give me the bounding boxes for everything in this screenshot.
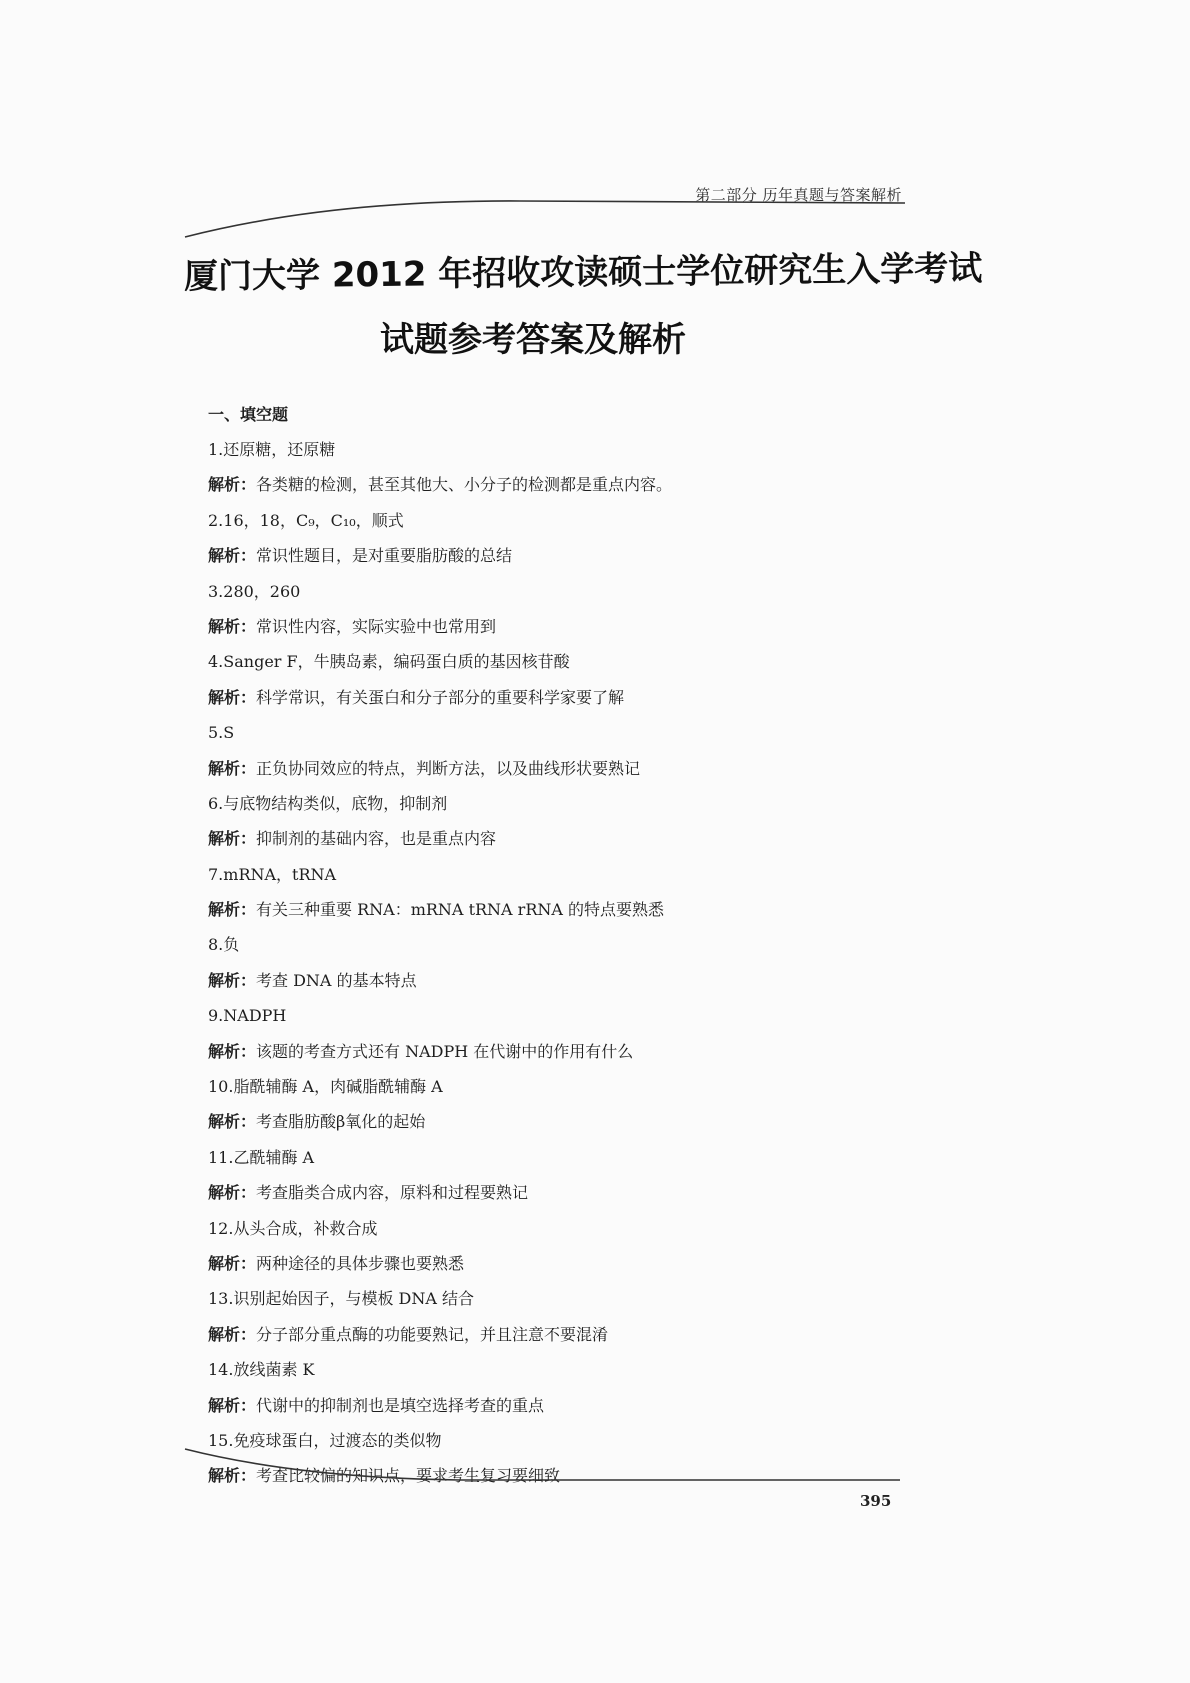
analysis-text: 该题的考查方式还有 NADPH 在代谢中的作用有什么 <box>256 1041 634 1061</box>
analysis-line <box>208 609 888 644</box>
analysis-label: 解析： <box>208 970 257 990</box>
items-container <box>208 432 888 1494</box>
title-line-2: 试题参考答案及解析 <box>380 320 686 360</box>
analysis-line <box>208 1317 888 1352</box>
analysis-line <box>208 1458 888 1493</box>
analysis-text: 考查脂类合成内容，原料和过程要熟记 <box>256 1183 529 1203</box>
running-head: 第二部分 历年真题与答案解析 <box>695 186 902 204</box>
analysis-text: 抑制剂的基础内容，也是重点内容 <box>256 829 497 849</box>
title-line-1: 厦门大学 2012 年招收攻读硕士学位研究生入学考试 <box>183 248 983 297</box>
answer-line: 12.从头合成，补救合成 <box>208 1218 378 1238</box>
answer-list <box>208 398 888 1494</box>
analysis-line <box>208 751 888 786</box>
analysis-text: 两种途径的具体步骤也要熟悉 <box>256 1253 465 1273</box>
analysis-text: 代谢中的抑制剂也是填空选择考查的重点 <box>256 1395 545 1415</box>
answer-line: 7.mRNA，tRNA <box>208 864 337 884</box>
analysis-label: 解析： <box>208 1466 257 1486</box>
document-title <box>183 248 983 362</box>
answer-line: 5.S <box>208 723 235 743</box>
analysis-label: 解析： <box>208 829 257 849</box>
analysis-label: 解析： <box>208 1324 257 1344</box>
analysis-line <box>208 892 888 927</box>
analysis-line <box>208 1388 888 1423</box>
analysis-line <box>208 680 888 715</box>
analysis-text: 考查脂肪酸β氧化的起始 <box>256 1112 426 1132</box>
answer-line: 2.16，18，C₉，C₁₀，顺式 <box>208 510 404 530</box>
analysis-label: 解析： <box>208 475 257 495</box>
answer-line: 9.NADPH <box>208 1006 287 1026</box>
answer-line: 11.乙酰辅酶 A <box>208 1147 315 1167</box>
analysis-text: 常识性内容，实际实验中也常用到 <box>256 616 497 636</box>
answer-line: 1.还原糖，还原糖 <box>208 440 336 459</box>
answer-line: 8.负 <box>208 935 240 955</box>
analysis-text: 考查 DNA 的基本特点 <box>256 970 417 990</box>
analysis-label: 解析： <box>208 616 257 636</box>
page-number: 395 <box>860 1492 892 1510</box>
analysis-text: 有关三种重要 RNA：mRNA tRNA rRNA 的特点要熟悉 <box>256 900 665 920</box>
analysis-line <box>208 1034 888 1069</box>
answer-line: 10.脂酰辅酶 A，肉碱脂酰辅酶 A <box>208 1077 443 1097</box>
answer-line: 3.280，260 <box>208 581 301 601</box>
answer-line: 15.免疫球蛋白，过渡态的类似物 <box>208 1430 442 1450</box>
answer-line: 13.识别起始因子，与模板 DNA 结合 <box>208 1289 475 1309</box>
answer-line: 6.与底物结构类似，底物，抑制剂 <box>208 793 448 813</box>
answer-line: 4.Sanger F，牛胰岛素，编码蛋白质的基因核苷酸 <box>208 652 570 672</box>
analysis-line <box>208 821 888 856</box>
answer-line: 14.放线菌素 K <box>208 1360 315 1380</box>
analysis-line <box>208 1104 888 1139</box>
analysis-label: 解析： <box>208 1395 257 1415</box>
analysis-text: 分子部分重点酶的功能要熟记，并且注意不要混淆 <box>256 1324 609 1344</box>
analysis-line <box>208 538 888 573</box>
analysis-text: 各类糖的检测，甚至其他大、小分子的检测都是重点内容。 <box>256 475 673 495</box>
analysis-line <box>208 467 888 502</box>
analysis-label: 解析： <box>208 1041 257 1061</box>
analysis-label: 解析： <box>208 1253 257 1273</box>
analysis-label: 解析： <box>208 758 257 778</box>
analysis-label: 解析： <box>208 687 257 707</box>
analysis-text: 正负协同效应的特点，判断方法，以及曲线形状要熟记 <box>256 758 641 778</box>
analysis-label: 解析： <box>208 900 257 920</box>
analysis-text: 科学常识，有关蛋白和分子部分的重要科学家要了解 <box>256 687 625 707</box>
analysis-line <box>208 1246 888 1281</box>
analysis-label: 解析： <box>208 1183 257 1203</box>
analysis-text: 常识性题目，是对重要脂肪酸的总结 <box>256 546 513 566</box>
analysis-line <box>208 1175 888 1210</box>
analysis-line <box>208 963 888 998</box>
analysis-label: 解析： <box>208 1112 257 1132</box>
section-heading: 一、填空题 <box>208 405 289 424</box>
analysis-text: 考查比较偏的知识点，要求考生复习要细致 <box>256 1466 561 1486</box>
analysis-label: 解析： <box>208 546 257 566</box>
